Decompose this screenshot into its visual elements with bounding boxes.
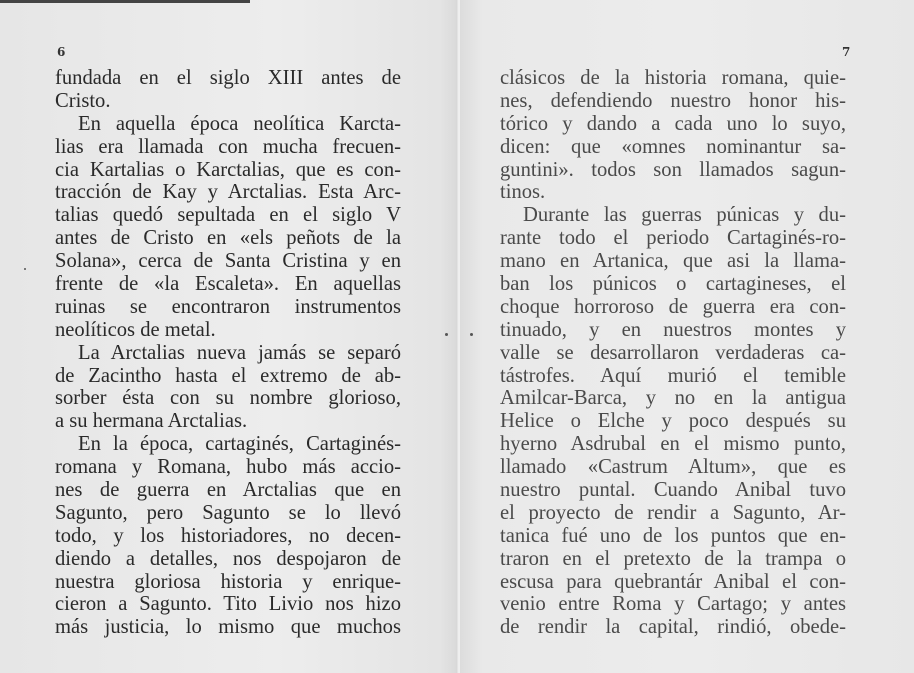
text-line: Amilcar-Barca, y no en la antigua <box>500 387 846 410</box>
text-line: llamado «Castrum Altum», que es <box>500 456 846 479</box>
page-text <box>55 67 401 639</box>
text-line: sorber ésta con su nombre glorioso, <box>55 387 401 410</box>
text-line: choque horroroso de guerra era con- <box>500 295 846 318</box>
text-line: tinuado, y en nuestros montes y <box>500 318 846 341</box>
page-number: 6 <box>57 45 66 59</box>
text-line: tórico y dando a cada uno lo suyo, <box>500 112 846 135</box>
right-page <box>460 0 914 673</box>
text-line: talias quedó sepultada en el siglo V <box>55 204 401 227</box>
text-line: tanica fué uno de los puntos que en- <box>500 524 846 547</box>
text-line: nuestro puntal. Cuando Anibal tuvo <box>500 479 846 502</box>
text-line: En la época, cartaginés, Cartaginés- <box>78 433 401 456</box>
text-line: frente de «la Escaleta». En aquellas <box>55 273 401 296</box>
text-line: traron en el pretexto de la trampa o <box>500 547 846 570</box>
text-line: cieron a Sagunto. Tito Livio nos hizo <box>55 593 401 616</box>
text-line: Helice o Elche y poco después su <box>500 410 846 433</box>
text-line: nes, defendiendo nuestro honor his- <box>500 89 846 112</box>
scan-speck <box>24 268 26 270</box>
text-line: cia Kartalias o Karctalias, que es con- <box>55 158 401 181</box>
text-line: En aquella época neolítica Karcta- <box>78 112 401 135</box>
text-line: hyerno Asdrubal en el mismo punto, <box>500 433 846 456</box>
text-line: dicen: que «omnes nominantur sa- <box>500 135 846 158</box>
text-line: más justicia, lo mismo que muchos <box>55 616 401 639</box>
text-line: La Arctalias nueva jamás se separó <box>78 341 401 364</box>
scan-speck <box>470 333 473 336</box>
page-number: 7 <box>842 45 851 59</box>
text-line: tástrofes. Aquí murió el temible <box>500 364 846 387</box>
text-line: Cristo. <box>55 89 111 112</box>
text-line: neolíticos de metal. <box>55 318 216 341</box>
text-line: tinos. <box>500 181 546 204</box>
text-line: venio entre Roma y Cartago; y antes <box>500 593 846 616</box>
text-line: valle se desarrollaron verdaderas ca- <box>500 341 846 364</box>
text-line: de rendir la capital, rindió, obede- <box>500 616 846 639</box>
text-line: el proyecto de rendir a Sagunto, Ar- <box>500 501 846 524</box>
scan-speck <box>445 333 448 336</box>
text-line: nuestra gloriosa historia y enrique- <box>55 570 401 593</box>
text-line: rante todo el periodo Cartaginés-ro- <box>500 227 846 250</box>
text-line: ruinas se encontraron instrumentos <box>55 295 401 318</box>
text-line: Durante las guerras púnicas y du- <box>523 204 846 227</box>
text-line: guntini». todos son llamados sagun- <box>500 158 846 181</box>
text-line: ban los púnicos o cartagineses, el <box>500 273 846 296</box>
text-line: tracción de Kay y Arctalias. Esta Arc- <box>55 181 401 204</box>
text-line: todo, y los historiadores, no decen- <box>55 524 401 547</box>
text-line: diendo a detalles, nos despojaron de <box>55 547 401 570</box>
text-line: fundada en el siglo XIII antes de <box>55 67 401 89</box>
text-line: escusa para quebrantár Anibal el con- <box>500 570 846 593</box>
text-line: clásicos de la historia romana, quie- <box>500 67 846 89</box>
text-line: a su hermana Arctalias. <box>55 410 248 433</box>
page-text <box>500 67 846 639</box>
text-line: nes de guerra en Arctalias que en <box>55 479 401 502</box>
text-line: mano en Artanica, que asi la llama- <box>500 250 846 273</box>
text-line: Solana», cerca de Santa Cristina y en <box>55 250 401 273</box>
text-line: antes de Cristo en «els peñots de la <box>55 227 401 250</box>
text-line: lias era llamada con mucha frecuen- <box>55 135 401 158</box>
text-line: de Zacintho hasta el extremo de ab- <box>55 364 401 387</box>
text-line: romana y Romana, hubo más accio- <box>55 456 401 479</box>
text-line: Sagunto, pero Sagunto se lo llevó <box>55 501 401 524</box>
scan-edge-strip <box>0 0 250 3</box>
